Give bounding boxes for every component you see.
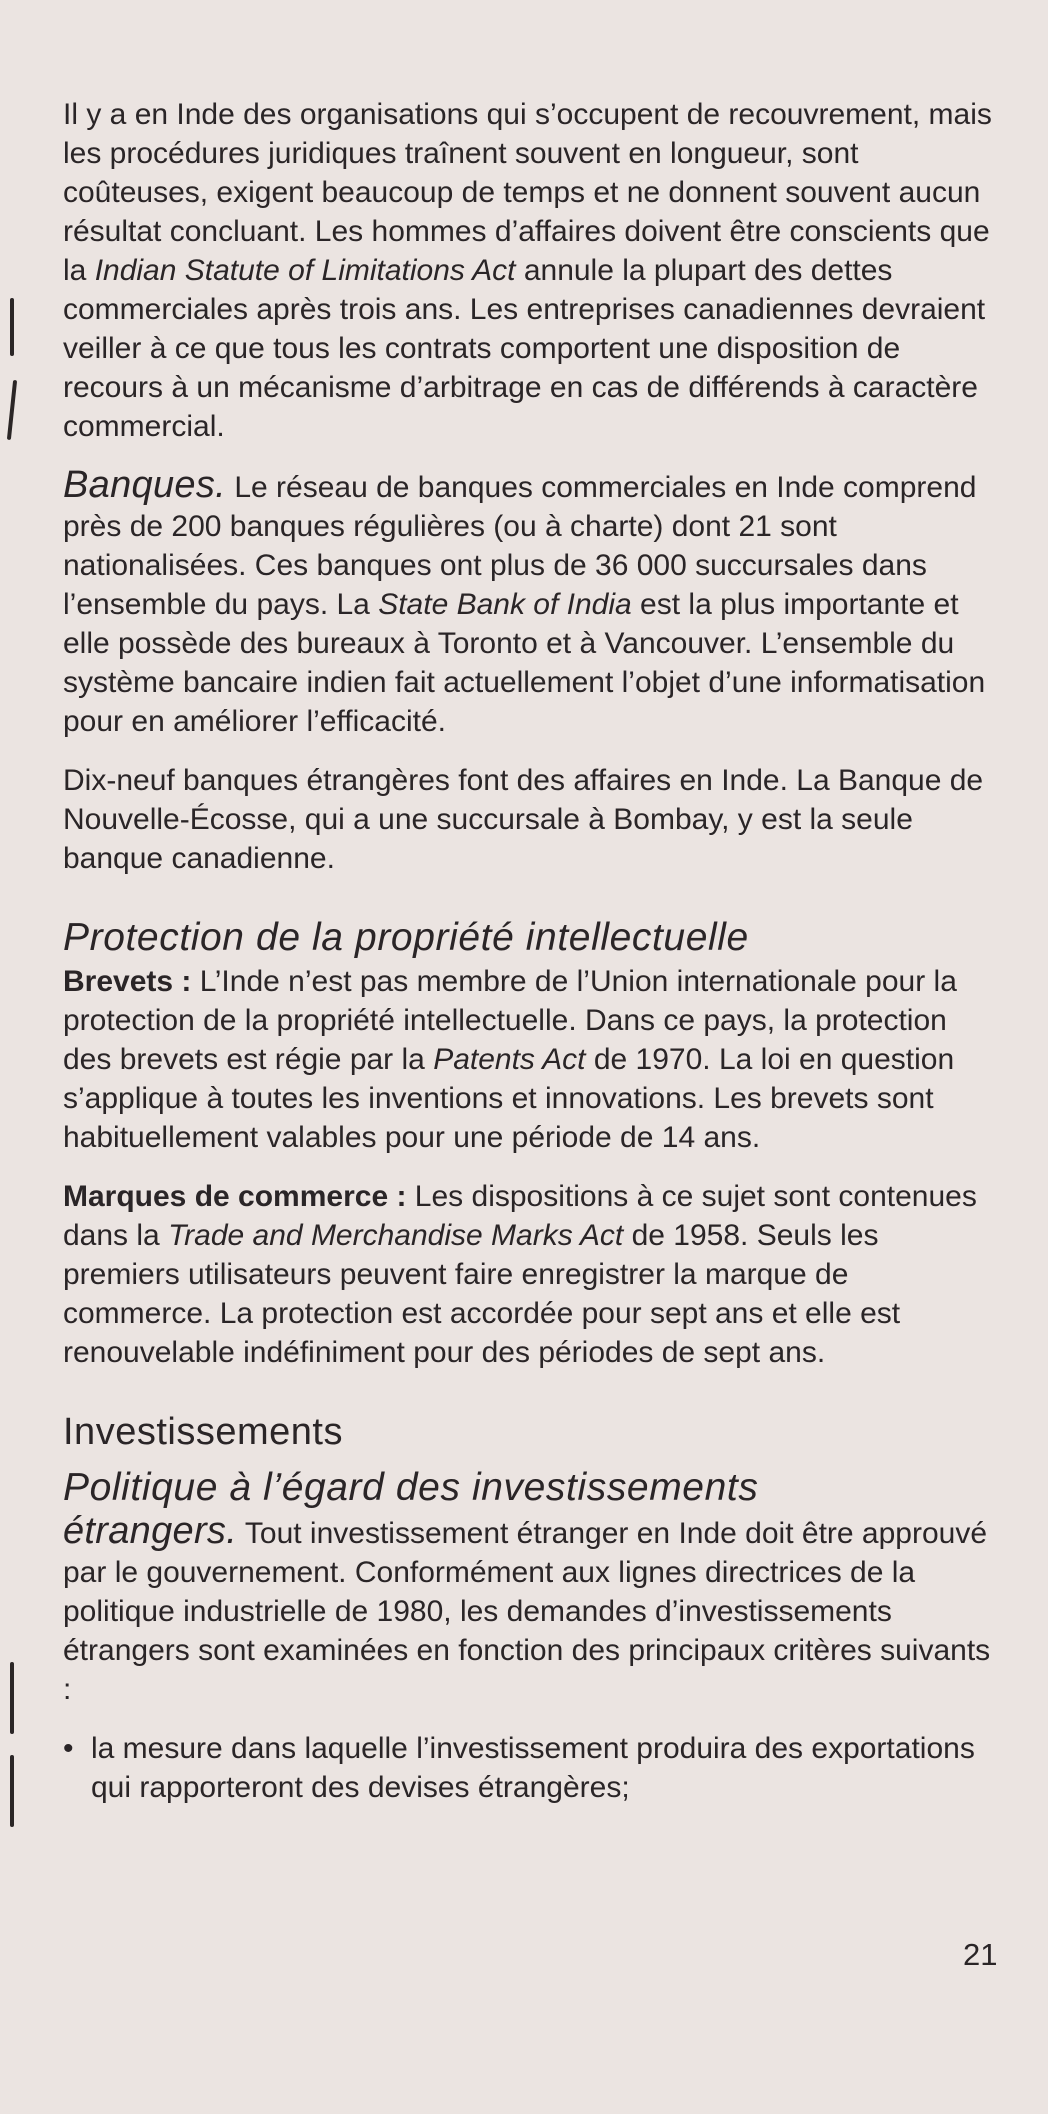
paragraph-brevets: Brevets : L’Inde n’est pas membre de l’Union internationale pour la protection de la propriété intellectuelle. Dans ce pays, la protection des brevets est régie par la Patents Act de 1970. La loi en question s’applique à toutes les inventions et innovations. Les brevets sont habituellement valables pour une période de 14 ans. (63, 965, 957, 1154)
list-item-text: la mesure dans laquelle l’investissement produira des exportations qui rapporteront des devises étrangères; (91, 1732, 975, 1804)
label-marques: Marques de commerce : (63, 1180, 407, 1213)
margin-mark (10, 298, 14, 356)
paragraph-recouvrement: Il y a en Inde des organisations qui s’occupent de recouvrement, mais les procédures juridiques traînent souvent en longueur, sont coûteuses, exigent beaucoup de temps et ne donnent souvent aucun résultat concluant. Les hommes d’affaires doivent être conscients que la Indian Statute of Limitations Act annule la plupart des dettes commerciales après trois ans. Les entreprises canadiennes devraient veiller à ce que tous les contrats comportent une disposition de recours à un mécanisme d’arbitrage en cas de différends à caractère commercial. (63, 98, 992, 443)
page-content (63, 95, 993, 1807)
section-heading-investissements: Investissements (63, 1411, 343, 1453)
margin-mark (10, 1662, 14, 1734)
act-title: Trade and Merchandise Marks Act (168, 1219, 624, 1252)
subheading-politique: Politique à l’égard des investissements (63, 1466, 759, 1509)
section-heading-protection: Protection de la propriété intellectuelle (63, 916, 749, 959)
paragraph-marques: Marques de commerce : Les dispositions à ce sujet sont contenues dans la Trade and Merchandise Marks Act de 1958. Seuls les premiers utilisateurs peuvent faire enregistrer la marque de commerce. La protection est accordée pour sept ans et elle est renouvelable indéfiniment pour des périodes de sept ans. (63, 1180, 977, 1369)
paragraph-investissements: étrangers. Tout investissement étranger en Inde doit être approuvé par le gouvernement. Conformément aux lignes directrices de la politique industrielle de 1980, les demandes d’investissements étrangers sont examinées en fonction des principaux critères suivants : (63, 1510, 991, 1706)
bullet-icon: • (63, 1732, 74, 1765)
margin-mark (10, 1755, 14, 1827)
label-brevets: Brevets : (63, 965, 192, 998)
run-in-heading-banques: Banques. (63, 464, 226, 506)
paragraph-banques: Banques. Le réseau de banques commerciales en Inde comprend près de 200 banques régulières (ou à charte) dont 21 sont nationalisées. Ces banques ont plus de 36 000 succursales dans l’ensemble du pays. La State Bank of India est la plus importante et elle possède des bureaux à Toronto et à Vancouver. L’ensemble du système bancaire indien fait actuellement l’objet d’une informatisation pour en améliorer l’efficacité. (63, 464, 986, 738)
run-in-heading-etrangers: étrangers. (63, 1510, 238, 1552)
paragraph-banques-etrangeres: Dix-neuf banques étrangères font des affaires en Inde. La Banque de Nouvelle-Écosse, qui a une succursale à Bombay, y est la seule banque canadienne. (63, 764, 984, 875)
bank-name: State Bank of India (378, 588, 632, 621)
list-item (63, 1729, 993, 1807)
page-number: 21 (963, 1937, 998, 1972)
act-title: Indian Statute of Limitations Act (94, 254, 516, 287)
act-title: Patents Act (433, 1043, 586, 1076)
margin-mark (7, 380, 17, 440)
